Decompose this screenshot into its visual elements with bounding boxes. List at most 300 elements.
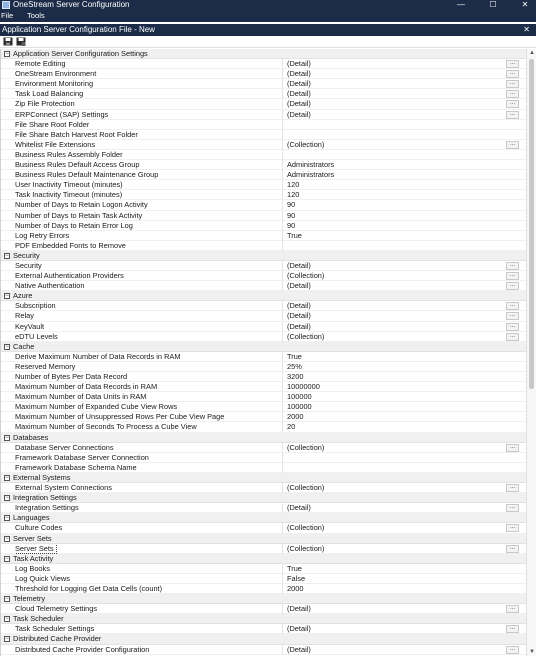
property-name [15,392,281,402]
property-row-number-of-days-to-retain-error-log[interactable] [1,221,526,231]
category-label: Application Server Configuration Settings [13,49,148,58]
property-name [15,422,281,432]
property-name [15,99,281,109]
ellipsis-button[interactable]: ... [506,625,519,633]
property-row-business-rules-assembly-folder[interactable] [1,150,526,160]
property-row-distributed-cache-provider-configuration[interactable] [1,645,526,655]
property-name-text: Log Retry Errors [15,230,70,240]
property-row-external-authentication-providers[interactable] [1,271,526,281]
ellipsis-button[interactable]: ... [506,100,519,108]
property-name [15,89,281,99]
property-value[interactable]: 2000 [287,412,304,422]
property-name [15,322,281,332]
property-name-text: Maximum Number of Expanded Cube View Rows [15,402,178,412]
property-row-maximum-number-of-unsuppressed-rows-per-cube-view-page[interactable] [1,412,526,422]
property-value[interactable]: (Detail) [287,604,311,614]
column-divider[interactable] [282,130,283,140]
property-value[interactable]: True [287,230,302,240]
property-value[interactable]: 20 [287,422,296,432]
property-name [15,79,281,89]
property-row-maximum-number-of-expanded-cube-view-rows[interactable] [1,402,526,412]
column-divider[interactable] [282,584,283,594]
property-row-environment-monitoring[interactable] [1,79,526,89]
column-divider[interactable] [282,392,283,402]
property-row-database-server-connections[interactable] [1,443,526,453]
column-divider[interactable] [282,372,283,382]
menu-tools[interactable]: Tools [27,11,45,20]
property-name [15,453,281,463]
property-name-text: Cloud Telemetry Settings [15,604,98,614]
property-row-subscription[interactable] [1,301,526,311]
menu-bar [0,10,536,22]
property-name-text: Business Rules Assembly Folder [15,149,123,159]
category-label: Azure [13,291,33,301]
property-row-erpconnect-sap-settings[interactable] [1,110,526,120]
property-name [15,241,281,251]
category-azure[interactable] [1,291,526,301]
property-name-text: Task Load Balancing [15,89,84,99]
property-row-file-share-batch-harvest-root-folder[interactable] [1,130,526,140]
property-name [15,311,281,321]
property-name-text: Maximum Number of Seconds To Process a Cube View [15,422,197,432]
property-name [15,69,281,79]
column-divider[interactable] [282,352,283,362]
app-icon [2,1,10,9]
collapse-icon[interactable]: − [5,434,9,441]
property-value[interactable]: (Detail) [287,99,311,109]
property-name [15,271,281,281]
property-value[interactable]: (Collection) [287,442,325,452]
collapse-icon[interactable]: − [5,515,9,522]
property-name-text: Business Rules Default Access Group [15,160,140,170]
collapse-icon[interactable]: − [5,252,9,259]
category-task-scheduler[interactable] [1,614,526,624]
category-label: Security [13,250,40,260]
collapse-icon[interactable]: − [5,555,9,562]
property-name [15,231,281,241]
property-name-text: Native Authentication [15,281,85,291]
category-label: Cache [13,341,35,351]
property-name-text: Log Quick Views [15,573,70,583]
title-bar [0,0,536,10]
column-divider[interactable] [282,523,283,533]
property-row-edtu-levels[interactable] [1,332,526,342]
ellipsis-button[interactable]: ... [506,504,519,512]
property-name-text: Culture Codes [15,523,63,533]
property-value[interactable]: (Detail) [287,79,311,89]
property-name [15,160,281,170]
property-name-text: Reserved Memory [15,361,76,371]
property-name-text: Number of Days to Retain Error Log [15,220,133,230]
scroll-up-icon[interactable]: ▲ [529,50,535,56]
column-divider[interactable] [282,564,283,574]
collapse-icon[interactable]: − [5,51,9,57]
property-name-text: Threshold for Logging Get Data Cells (count) [15,583,163,593]
property-name-text: Log Books [15,563,50,573]
property-value[interactable]: (Collection) [287,523,325,533]
column-divider[interactable] [282,624,283,634]
property-name [15,645,281,655]
column-divider[interactable] [282,110,283,120]
ellipsis-button[interactable]: ... [506,262,519,270]
category-server-sets[interactable] [1,534,526,544]
column-divider[interactable] [282,99,283,109]
category-databases[interactable] [1,433,526,443]
column-divider[interactable] [282,89,283,99]
property-row-framework-database-server-connection[interactable] [1,453,526,463]
property-row-derive-maximum-number-of-data-records-in-ram[interactable] [1,352,526,362]
property-name [15,150,281,160]
property-name-text: OneStream Environment [15,69,97,79]
property-name-text: Environment Monitoring [15,79,94,89]
property-value[interactable]: True [287,351,302,361]
property-name [15,140,281,150]
property-name-text: Maximum Number of Data Records in RAM [15,382,158,392]
property-name-text: Task Scheduler Settings [15,624,95,634]
property-value[interactable]: 120 [287,190,300,200]
ellipsis-button[interactable]: ... [506,524,519,532]
save-icon[interactable] [3,37,13,46]
property-name-text: Derive Maximum Number of Data Records in RAM [15,351,181,361]
column-divider[interactable] [282,503,283,513]
property-name-text: Database Server Connections [15,442,114,452]
property-row-keyvault[interactable] [1,322,526,332]
property-value[interactable]: (Detail) [287,89,311,99]
property-row-framework-database-schema-name[interactable] [1,463,526,473]
property-name-text: Maximum Number of Unsuppressed Rows Per Cube View Page [15,412,225,422]
property-name [15,624,281,634]
ellipsis-button[interactable]: ... [506,141,519,149]
collapse-icon[interactable]: − [5,495,9,502]
property-value[interactable]: (Detail) [287,59,311,69]
property-name [15,443,281,453]
property-name [15,110,281,120]
category-label: External Systems [13,472,71,482]
column-divider[interactable] [282,170,283,180]
column-divider[interactable] [282,221,283,231]
property-row-task-scheduler-settings[interactable] [1,624,526,634]
collapse-icon[interactable]: − [5,535,9,542]
column-divider[interactable] [282,311,283,321]
column-divider[interactable] [282,301,283,311]
property-name-text: Whitelist File Extensions [15,139,96,149]
property-name-text: Server Sets [15,544,57,554]
column-divider[interactable] [282,483,283,493]
column-divider[interactable] [282,422,283,432]
property-value[interactable]: (Detail) [287,281,311,291]
property-row-reserved-memory[interactable] [1,362,526,372]
category-security[interactable] [1,251,526,261]
column-divider[interactable] [282,261,283,271]
property-name [15,211,281,221]
property-name [15,523,281,533]
property-value[interactable]: (Collection) [287,483,325,493]
property-name [15,120,281,130]
property-row-server-sets[interactable] [1,544,526,554]
property-name-text: Maximum Number of Data Units in RAM [15,392,147,402]
category-label: Telemetry [13,594,46,604]
property-name-text: Integration Settings [15,503,79,513]
column-divider[interactable] [282,241,283,251]
ellipsis-button[interactable]: ... [506,323,519,331]
property-name [15,281,281,291]
property-name [15,261,281,271]
property-name-text: External System Connections [15,483,112,493]
property-value[interactable]: 10000000 [287,382,320,392]
property-row-number-of-days-to-retain-task-activity[interactable] [1,211,526,221]
column-divider[interactable] [282,200,283,210]
collapse-icon[interactable]: − [5,343,9,350]
property-value[interactable]: Administrators [287,160,335,170]
property-value[interactable]: (Detail) [287,301,311,311]
column-divider[interactable] [282,362,283,372]
property-value[interactable]: 3200 [287,372,304,381]
collapse-icon[interactable]: − [5,474,9,481]
property-row-external-system-connections[interactable] [1,483,526,493]
property-name-text: Relay [15,311,34,321]
column-divider[interactable] [282,211,283,221]
property-name-text: Framework Database Server Connection [15,452,149,462]
ellipsis-button[interactable]: ... [506,272,519,280]
ellipsis-button[interactable]: ... [506,282,519,290]
column-divider[interactable] [282,140,283,150]
property-row-log-quick-views[interactable] [1,574,526,584]
ellipsis-button[interactable]: ... [506,484,519,492]
property-row-number-of-days-to-retain-logon-activity[interactable] [1,200,526,210]
property-name [15,544,281,554]
property-value[interactable]: 100000 [287,402,312,412]
property-name-text: PDF Embedded Fonts to Remove [15,240,126,250]
property-row-zip-file-protection[interactable] [1,99,526,109]
property-grid [0,49,526,656]
property-name-text: External Authentication Providers [15,271,124,281]
property-value[interactable]: (Detail) [287,624,311,634]
ellipsis-button[interactable]: ... [506,605,519,613]
vertical-scrollbar[interactable] [526,49,536,656]
property-name-text: Task Inactivity Timeout (minutes) [15,190,123,200]
column-divider[interactable] [282,402,283,412]
property-row-maximum-number-of-data-records-in-ram[interactable] [1,382,526,392]
property-value[interactable]: (Detail) [287,260,311,270]
property-value[interactable]: True [287,563,302,573]
property-name-text: Security [15,260,42,270]
column-divider[interactable] [282,190,283,200]
category-cache[interactable] [1,342,526,352]
property-name [15,332,281,342]
property-name [15,170,281,180]
property-name [15,402,281,412]
toolbar [0,36,536,48]
ellipsis-button[interactable]: ... [506,646,519,654]
property-row-maximum-number-of-seconds-to-process-a-cube-view[interactable] [1,422,526,432]
document-title: Application Server Configuration File - New [2,25,155,34]
property-row-threshold-for-logging-get-data-cells-count[interactable] [1,584,526,594]
column-divider[interactable] [282,645,283,655]
property-row-file-share-root-folder[interactable] [1,120,526,130]
category-label: Databases [13,432,49,442]
property-name [15,59,281,69]
ellipsis-button[interactable]: ... [506,333,519,341]
property-name [15,130,281,140]
category-distributed-cache-provider[interactable] [1,634,526,644]
close-button[interactable]: ✕ [521,0,529,9]
ellipsis-button[interactable]: ... [506,312,519,320]
category-application-server-configuration-settings[interactable] [1,49,526,59]
property-name-text: File Share Batch Harvest Root Folder [15,129,138,139]
column-divider[interactable] [282,574,283,584]
property-name [15,382,281,392]
ellipsis-button[interactable]: ... [506,302,519,310]
category-label: Integration Settings [13,493,77,503]
property-row-maximum-number-of-data-units-in-ram[interactable] [1,392,526,402]
property-value[interactable]: (Collection) [287,271,325,281]
property-name [15,574,281,584]
property-value[interactable]: 100000 [287,392,312,402]
property-name [15,584,281,594]
property-name [15,412,281,422]
property-row-onestream-environment[interactable] [1,69,526,79]
column-divider[interactable] [282,160,283,170]
scroll-down-icon[interactable]: ▼ [529,649,535,655]
property-name [15,372,281,382]
collapse-icon[interactable]: − [5,293,9,300]
property-value[interactable]: (Detail) [287,321,311,331]
save-as-icon[interactable] [16,37,26,46]
property-value[interactable]: (Collection) [287,139,325,149]
property-row-native-authentication[interactable] [1,281,526,291]
column-divider[interactable] [282,180,283,190]
property-value[interactable]: 120 [287,180,300,190]
minimize-button[interactable]: — [457,0,465,9]
category-task-activity[interactable] [1,554,526,564]
column-divider[interactable] [282,443,283,453]
property-value[interactable]: (Detail) [287,644,311,654]
property-name-text: Number of Bytes Per Data Record [15,372,128,381]
column-divider[interactable] [282,463,283,473]
column-divider[interactable] [282,79,283,89]
property-row-whitelist-file-extensions[interactable] [1,140,526,150]
ellipsis-button[interactable]: ... [506,444,519,452]
property-value[interactable]: 90 [287,220,296,230]
column-divider[interactable] [282,604,283,614]
property-row-business-rules-default-maintenance-group[interactable] [1,170,526,180]
category-label: Server Sets [13,533,52,543]
menu-file[interactable]: File [1,11,14,20]
column-divider[interactable] [282,231,283,241]
column-divider[interactable] [282,332,283,342]
category-label: Task Scheduler [13,614,64,624]
ellipsis-button[interactable]: ... [506,545,519,553]
property-row-security[interactable] [1,261,526,271]
property-row-pdf-embedded-fonts-to-remove[interactable] [1,241,526,251]
category-external-systems[interactable] [1,473,526,483]
property-name-text: Distributed Cache Provider Configuration [15,644,150,654]
property-name [15,352,281,362]
property-name [15,463,281,473]
column-divider[interactable] [282,59,283,69]
category-label: Task Activity [13,553,54,563]
property-name-text: File Share Root Folder [15,119,90,129]
column-divider[interactable] [282,544,283,554]
property-row-user-inactivity-timeout-minutes[interactable] [1,180,526,190]
property-name [15,564,281,574]
property-name-text: User Inactivity Timeout (minutes) [15,180,123,190]
property-name-text: Number of Days to Retain Task Activity [15,210,143,220]
property-value[interactable]: False [287,573,306,583]
category-languages[interactable] [1,513,526,523]
ellipsis-button[interactable]: ... [506,70,519,78]
property-name-text: KeyVault [15,321,45,331]
property-value[interactable]: (Detail) [287,503,311,513]
property-row-culture-codes[interactable] [1,523,526,533]
collapse-icon[interactable]: − [5,636,9,643]
column-divider[interactable] [282,412,283,422]
property-name [15,483,281,493]
property-name [15,503,281,513]
document-close-button[interactable]: ✕ [523,25,530,34]
property-name [15,200,281,210]
property-row-relay[interactable] [1,311,526,321]
ellipsis-button[interactable]: ... [506,80,519,88]
category-integration-settings[interactable] [1,493,526,503]
property-value[interactable]: 90 [287,210,296,220]
column-divider[interactable] [282,120,283,130]
property-value[interactable]: (Detail) [287,109,311,119]
property-name-text: eDTU Levels [15,331,58,341]
property-row-integration-settings[interactable] [1,503,526,513]
ellipsis-button[interactable]: ... [506,60,519,68]
column-divider[interactable] [282,382,283,392]
property-row-task-inactivity-timeout-minutes[interactable] [1,190,526,200]
ellipsis-button[interactable]: ... [506,111,519,119]
property-row-business-rules-default-access-group[interactable] [1,160,526,170]
property-row-log-retry-errors[interactable] [1,231,526,241]
property-value[interactable]: (Collection) [287,543,325,553]
column-divider[interactable] [282,453,283,463]
property-value[interactable]: (Detail) [287,69,311,79]
property-name-text: Number of Days to Retain Logon Activity [15,200,148,210]
category-telemetry[interactable] [1,594,526,604]
property-value[interactable]: (Collection) [287,331,325,341]
column-divider[interactable] [282,150,283,160]
property-value[interactable]: Administrators [287,170,335,180]
collapse-icon[interactable]: − [5,596,9,603]
property-row-remote-editing[interactable] [1,59,526,69]
maximize-button[interactable]: ☐ [489,0,497,9]
property-value[interactable]: 25% [287,361,302,371]
property-name [15,221,281,231]
property-value[interactable]: 2000 [287,583,304,593]
column-divider[interactable] [282,322,283,332]
property-value[interactable]: (Detail) [287,311,311,321]
column-divider[interactable] [282,281,283,291]
ellipsis-button[interactable]: ... [506,90,519,98]
column-divider[interactable] [282,69,283,79]
collapse-icon[interactable]: − [5,616,9,623]
property-row-number-of-bytes-per-data-record[interactable] [1,372,526,382]
property-row-log-books[interactable] [1,564,526,574]
document-tab [0,24,536,36]
category-label: Distributed Cache Provider [13,634,102,644]
property-row-task-load-balancing[interactable] [1,89,526,99]
property-value[interactable]: 90 [287,200,296,210]
scroll-thumb[interactable] [529,59,534,389]
column-divider[interactable] [282,271,283,281]
property-name [15,180,281,190]
property-row-cloud-telemetry-settings[interactable] [1,604,526,614]
property-name [15,604,281,614]
property-name-text: Framework Database Schema Name [15,462,137,472]
